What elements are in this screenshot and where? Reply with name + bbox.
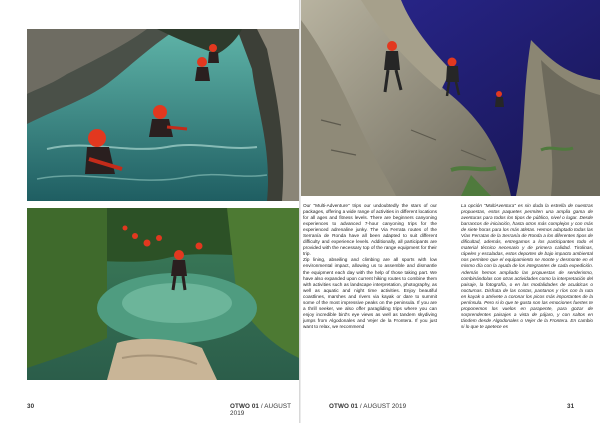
right-footer-issue: AUGUST 2019: [363, 403, 407, 410]
right-page-number: 31: [567, 403, 575, 410]
right-footer-title: OTWO 01: [329, 403, 359, 410]
left-page-number: 30: [27, 403, 35, 410]
left-footer-separator: /: [259, 403, 265, 410]
right-footer-separator: /: [358, 403, 364, 410]
left-page: [0, 0, 299, 423]
right-page: [301, 0, 600, 423]
left-footer-issue: AUGUST 2019: [230, 403, 291, 417]
english-paragraph: Our "Multi-Adventure" trips our undoubtedly the stars of our packages, offering a wide range of activities in different locations for all ages and fitness levels. There are beginners canyoning experiences to advanced 7-hour canyoning trips for the experienced adrenaline junky. The Via Ferrata routes of the Serranía de Ronda have all been adapted to suit different difficulty and experience levels. Additionally, all participants are provided with the necessary top of the range equipment for their trip. Zip lining, abseiling and climbing are all sports with low environmental impact, allowing us to assemble and dismantle the equipment each day with the help of those taking part. We have also expanded upon current hiking routes to combine them with activities such as landscape interpretation, photography, as well as aquatic and night time activities. Enjoy beautiful coastlines, marshes and rivers via kayak or dare to summit some of the most impressive peaks on the peninsula. If you are a thrill seeker, we also offer paragliding trips where you can enjoy incredible bird's eye views as well as tandem skydiving jumps from Algodonales and Vejer de la Frontera. If you just want to relax, we recommend: [303, 203, 437, 329]
article-text-spanish: [461, 203, 593, 386]
left-footer-magazine: [230, 403, 299, 417]
right-footer-magazine: [329, 403, 406, 410]
canyoning-river-photo: [27, 29, 299, 201]
article-text-english: [303, 203, 437, 386]
climbing-cliff-photo: [301, 0, 600, 196]
canyoning-waterfall-photo: [27, 208, 299, 380]
left-footer-title: OTWO 01: [230, 403, 260, 410]
spanish-paragraph: La opción "MultiAventura" es sin duda la estrella de nuestras propuestas, estos paquetes permiten una amplia gama de aventuras para todos los tipos de público, nivel o lugar. Desde barrancos de iniciación, hasta otros más complejos y con más de siete horas para los más atletas. Hemos adaptado todas las Vías Ferratas de la Serranía de Ronda a los diferentes tipos de dificultad, además, entregamos a los participantes todo el material técnico necesario y de primera calidad. Tirolinas, rápeles y escaladas, estos deportes de bajo impacto ambiental nos permiten que el equipamiento se monte y desmonte en el mismo día con la ayuda de los integrantes de cada expedición. Además hemos ampliado las propuestas de senderismo, combinándolas con otras actividades como la interpretación del paisaje, la fotografía, o en las modalidades de acuáticas o nocturnas. Disfruta de las costas, pantanos y ríos con la ruta en kayak o atrévete a coronar los picos más importantes de la península. Pero si lo que te gusta son las emociones fuertes te proponemos los vuelos en parapente, para gozar de sorprendentes paisajes a vista de pájaro, y con saltos en tándem desde Algodonales o Vejer de la Frontera. En cambio si lo que te apetece es: [461, 203, 593, 329]
